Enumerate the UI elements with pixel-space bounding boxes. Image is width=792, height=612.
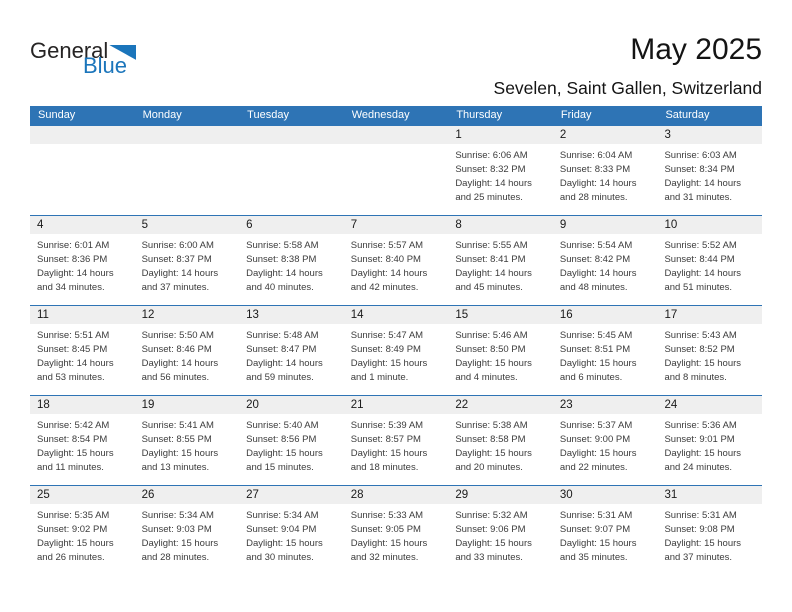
calendar-day-cell xyxy=(135,486,240,575)
daylight-text-line1: Daylight: 14 hours xyxy=(350,268,428,279)
cell-body xyxy=(553,324,658,385)
week-row xyxy=(30,395,762,485)
page-title: May 2025 xyxy=(630,33,762,66)
daylight-text-line2: and 6 minutes. xyxy=(559,372,623,383)
calendar-day-cell xyxy=(30,216,135,305)
sunrise-text: Sunrise: 5:52 AM xyxy=(664,240,737,251)
day-number: 15 xyxy=(455,309,469,321)
day-number: 23 xyxy=(559,399,573,411)
daylight-text-line1: Daylight: 15 hours xyxy=(559,448,637,459)
daylight-text-line2: and 40 minutes. xyxy=(246,282,314,293)
calendar-day-cell xyxy=(657,396,762,485)
day-number: 1 xyxy=(455,129,462,141)
daylight-text-line2: and 37 minutes. xyxy=(141,282,210,293)
sunrise-text: Sunrise: 5:50 AM xyxy=(141,330,214,341)
cell-body xyxy=(239,504,344,565)
daylight-text-line2: and 34 minutes. xyxy=(37,282,105,293)
cell-body xyxy=(657,324,762,385)
day-number-band xyxy=(30,216,135,234)
daylight-text-line2: and 48 minutes. xyxy=(559,282,628,293)
day-number: 29 xyxy=(455,489,469,501)
day-number: 20 xyxy=(246,399,259,411)
sunset-text: Sunset: 9:07 PM xyxy=(559,524,631,535)
day-number-band xyxy=(239,126,344,144)
day-number-band xyxy=(448,486,553,504)
day-number-band xyxy=(30,396,135,414)
day-number-band xyxy=(448,396,553,414)
cell-body xyxy=(135,324,240,385)
calendar-day-cell xyxy=(448,486,553,575)
calendar-empty-cell xyxy=(135,126,240,215)
sunset-text: Sunset: 8:44 PM xyxy=(664,254,735,265)
day-number: 24 xyxy=(664,399,678,411)
daylight-text-line1: Daylight: 14 hours xyxy=(664,178,742,189)
calendar-day-cell xyxy=(239,216,344,305)
day-number-band xyxy=(553,216,658,234)
sunrise-text: Sunrise: 6:01 AM xyxy=(37,240,110,251)
day-number-band xyxy=(657,306,762,324)
day-number-band xyxy=(239,306,344,324)
day-number: 28 xyxy=(350,489,364,501)
day-number: 31 xyxy=(664,489,678,501)
sunset-text: Sunset: 8:51 PM xyxy=(559,344,631,355)
sunrise-text: Sunrise: 5:43 AM xyxy=(664,330,737,341)
cell-body xyxy=(30,504,135,565)
daylight-text-line2: and 28 minutes. xyxy=(559,192,628,203)
sunrise-text: Sunrise: 5:41 AM xyxy=(141,420,214,431)
day-number-band xyxy=(344,126,449,144)
cell-body xyxy=(448,324,553,385)
calendar-day-cell xyxy=(448,396,553,485)
sunset-text: Sunset: 8:45 PM xyxy=(37,344,108,355)
sunrise-text: Sunrise: 5:32 AM xyxy=(455,510,528,521)
daylight-text-line2: and 18 minutes. xyxy=(350,462,419,473)
calendar-day-cell xyxy=(135,306,240,395)
sunset-text: Sunset: 9:03 PM xyxy=(141,524,212,535)
day-number-band xyxy=(448,126,553,144)
daylight-text-line2: and 25 minutes. xyxy=(455,192,523,203)
daylight-text-line2: and 11 minutes. xyxy=(37,462,104,473)
day-number: 18 xyxy=(37,399,50,411)
sunrise-text: Sunrise: 5:45 AM xyxy=(559,330,633,341)
daylight-text-line2: and 13 minutes. xyxy=(141,462,210,473)
day-number: 14 xyxy=(350,309,364,321)
weekday-header-cell: Monday xyxy=(142,109,182,121)
cell-body xyxy=(239,414,344,475)
daylight-text-line1: Daylight: 15 hours xyxy=(664,358,742,369)
calendar-empty-cell xyxy=(344,126,449,215)
cell-body xyxy=(448,504,553,565)
calendar-day-cell xyxy=(135,216,240,305)
daylight-text-line2: and 22 minutes. xyxy=(559,462,628,473)
day-number-band xyxy=(135,306,240,324)
day-number-band xyxy=(553,126,658,144)
daylight-text-line2: and 1 minute. xyxy=(350,372,409,383)
daylight-text-line1: Daylight: 15 hours xyxy=(141,448,219,459)
day-number-band xyxy=(553,306,658,324)
daylight-text-line1: Daylight: 15 hours xyxy=(559,358,637,369)
day-number: 11 xyxy=(37,309,49,321)
cell-body xyxy=(448,144,553,205)
daylight-text-line2: and 45 minutes. xyxy=(455,282,523,293)
weekday-header-cell: Tuesday xyxy=(247,109,289,121)
cell-body xyxy=(657,504,762,565)
daylight-text-line1: Daylight: 14 hours xyxy=(141,268,219,279)
day-number: 6 xyxy=(246,219,253,231)
daylight-text-line1: Daylight: 14 hours xyxy=(37,358,114,369)
day-number-band xyxy=(553,486,658,504)
calendar-day-cell xyxy=(553,486,658,575)
cell-body xyxy=(135,234,240,295)
calendar-day-cell xyxy=(344,486,449,575)
daylight-text-line1: Daylight: 15 hours xyxy=(37,538,114,549)
cell-body xyxy=(344,234,449,295)
day-number-band xyxy=(448,306,553,324)
weekday-header-cell: Thursday xyxy=(456,109,503,121)
week-row xyxy=(30,125,762,215)
daylight-text-line1: Daylight: 15 hours xyxy=(141,538,219,549)
daylight-text-line2: and 42 minutes. xyxy=(350,282,419,293)
daylight-text-line2: and 20 minutes. xyxy=(455,462,523,473)
cell-body xyxy=(344,504,449,565)
daylight-text-line1: Daylight: 14 hours xyxy=(246,268,323,279)
day-number-band xyxy=(30,306,135,324)
day-number: 19 xyxy=(141,399,155,411)
calendar-day-cell xyxy=(657,486,762,575)
weekday-header-cell: Saturday xyxy=(665,109,710,121)
daylight-text-line1: Daylight: 15 hours xyxy=(246,538,323,549)
day-number-band xyxy=(553,396,658,414)
daylight-text-line1: Daylight: 15 hours xyxy=(559,538,637,549)
sunset-text: Sunset: 8:37 PM xyxy=(141,254,212,265)
sunset-text: Sunset: 8:34 PM xyxy=(664,164,735,175)
calendar-day-cell xyxy=(448,306,553,395)
day-number: 22 xyxy=(455,399,469,411)
daylight-text-line1: Daylight: 15 hours xyxy=(455,448,532,459)
calendar-day-cell xyxy=(657,306,762,395)
calendar-day-cell xyxy=(448,126,553,215)
cell-body xyxy=(657,414,762,475)
sunset-text: Sunset: 8:58 PM xyxy=(455,434,526,445)
day-number-band xyxy=(239,216,344,234)
daylight-text-line2: and 53 minutes. xyxy=(37,372,105,383)
daylight-text-line2: and 31 minutes. xyxy=(664,192,733,203)
sunset-text: Sunset: 8:49 PM xyxy=(350,344,421,355)
day-number: 21 xyxy=(350,399,364,411)
day-number: 9 xyxy=(559,219,567,231)
calendar-day-cell xyxy=(30,396,135,485)
day-number-band xyxy=(344,216,449,234)
weekday-header-cell: Friday xyxy=(560,109,592,121)
logo-text-general: General xyxy=(30,38,109,63)
sunset-text: Sunset: 9:08 PM xyxy=(664,524,735,535)
day-number: 7 xyxy=(350,219,358,231)
sunset-text: Sunset: 8:55 PM xyxy=(141,434,212,445)
sunrise-text: Sunrise: 5:51 AM xyxy=(37,330,110,341)
daylight-text-line2: and 56 minutes. xyxy=(141,372,210,383)
daylight-text-line1: Daylight: 14 hours xyxy=(455,178,532,189)
sunrise-text: Sunrise: 5:47 AM xyxy=(350,330,424,341)
cell-body xyxy=(657,234,762,295)
calendar-day-cell xyxy=(239,396,344,485)
cell-body xyxy=(553,234,658,295)
day-number: 4 xyxy=(37,219,44,231)
daylight-text-line1: Daylight: 15 hours xyxy=(350,358,428,369)
daylight-text-line1: Daylight: 15 hours xyxy=(350,448,428,459)
sunrise-text: Sunrise: 5:58 AM xyxy=(246,240,319,251)
sunrise-text: Sunrise: 5:37 AM xyxy=(559,420,633,431)
daylight-text-line2: and 51 minutes. xyxy=(664,282,733,293)
sunset-text: Sunset: 8:36 PM xyxy=(37,254,108,265)
sunset-text: Sunset: 9:02 PM xyxy=(37,524,108,535)
daylight-text-line1: Daylight: 14 hours xyxy=(246,358,323,369)
day-number-band xyxy=(135,486,240,504)
day-number-band xyxy=(657,216,762,234)
sunrise-text: Sunrise: 5:31 AM xyxy=(559,510,633,521)
daylight-text-line2: and 30 minutes. xyxy=(246,552,314,563)
day-number-band xyxy=(657,126,762,144)
week-row xyxy=(30,305,762,395)
daylight-text-line1: Daylight: 14 hours xyxy=(37,268,114,279)
daylight-text-line2: and 59 minutes. xyxy=(246,372,314,383)
calendar-empty-cell xyxy=(30,126,135,215)
calendar-day-cell xyxy=(239,486,344,575)
calendar-day-cell xyxy=(553,126,658,215)
daylight-text-line2: and 33 minutes. xyxy=(455,552,523,563)
sunset-text: Sunset: 8:40 PM xyxy=(350,254,421,265)
weekday-header-row xyxy=(30,106,762,125)
calendar-day-cell xyxy=(553,396,658,485)
day-number-band xyxy=(344,486,449,504)
daylight-text-line1: Daylight: 14 hours xyxy=(559,178,637,189)
sunrise-text: Sunrise: 5:33 AM xyxy=(350,510,424,521)
calendar-weeks xyxy=(30,125,762,575)
sunrise-text: Sunrise: 5:34 AM xyxy=(141,510,214,521)
calendar-empty-cell xyxy=(239,126,344,215)
sunrise-text: Sunrise: 6:03 AM xyxy=(664,150,737,161)
cell-body xyxy=(657,144,762,205)
calendar-day-cell xyxy=(135,396,240,485)
sunset-text: Sunset: 8:52 PM xyxy=(664,344,735,355)
cell-body xyxy=(135,504,240,565)
daylight-text-line2: and 15 minutes. xyxy=(246,462,314,473)
logo-text-blue: Blue xyxy=(83,53,128,78)
sunset-text: Sunset: 9:04 PM xyxy=(246,524,317,535)
cell-body xyxy=(30,234,135,295)
daylight-text-line1: Daylight: 14 hours xyxy=(455,268,532,279)
daylight-text-line1: Daylight: 15 hours xyxy=(664,538,742,549)
sunrise-text: Sunrise: 5:54 AM xyxy=(559,240,633,251)
day-number-band xyxy=(657,486,762,504)
sunset-text: Sunset: 8:46 PM xyxy=(141,344,212,355)
sunrise-text: Sunrise: 5:39 AM xyxy=(350,420,424,431)
sunset-text: Sunset: 9:00 PM xyxy=(559,434,631,445)
sunset-text: Sunset: 8:38 PM xyxy=(246,254,317,265)
cell-body xyxy=(344,324,449,385)
calendar-day-cell xyxy=(344,306,449,395)
daylight-text-line1: Daylight: 15 hours xyxy=(246,448,323,459)
day-number: 12 xyxy=(141,309,155,321)
day-number-band xyxy=(239,396,344,414)
day-number-band xyxy=(135,126,240,144)
day-number: 30 xyxy=(559,489,573,501)
sunset-text: Sunset: 8:50 PM xyxy=(455,344,526,355)
daylight-text-line2: and 32 minutes. xyxy=(350,552,419,563)
day-number: 26 xyxy=(141,489,155,501)
sunrise-text: Sunrise: 5:40 AM xyxy=(246,420,319,431)
day-number: 8 xyxy=(455,219,462,231)
sunset-text: Sunset: 8:42 PM xyxy=(559,254,631,265)
daylight-text-line1: Daylight: 14 hours xyxy=(664,268,742,279)
sunrise-text: Sunrise: 5:36 AM xyxy=(664,420,737,431)
week-row xyxy=(30,485,762,575)
day-number-band xyxy=(30,126,135,144)
sunset-text: Sunset: 8:47 PM xyxy=(246,344,317,355)
day-number: 27 xyxy=(246,489,259,501)
sunset-text: Sunset: 8:33 PM xyxy=(559,164,631,175)
day-number-band xyxy=(448,216,553,234)
calendar-day-cell xyxy=(344,216,449,305)
weekday-header-cell: Wednesday xyxy=(351,109,410,121)
cell-body xyxy=(553,414,658,475)
location-subtitle: Sevelen, Saint Gallen, Switzerland xyxy=(493,78,762,98)
calendar-day-cell xyxy=(657,126,762,215)
sunset-text: Sunset: 8:41 PM xyxy=(455,254,526,265)
calendar-day-cell xyxy=(553,306,658,395)
cell-body xyxy=(135,414,240,475)
month-calendar xyxy=(30,106,762,575)
day-number: 5 xyxy=(141,219,148,231)
day-number-band xyxy=(135,396,240,414)
cell-body xyxy=(448,414,553,475)
calendar-day-cell xyxy=(239,306,344,395)
sunrise-text: Sunrise: 6:04 AM xyxy=(559,150,633,161)
sunset-text: Sunset: 9:05 PM xyxy=(350,524,421,535)
cell-body xyxy=(553,144,658,205)
calendar-day-cell xyxy=(553,216,658,305)
cell-body xyxy=(30,414,135,475)
cell-body xyxy=(239,234,344,295)
sunset-text: Sunset: 8:56 PM xyxy=(246,434,317,445)
sunrise-text: Sunrise: 5:48 AM xyxy=(246,330,319,341)
daylight-text-line2: and 26 minutes. xyxy=(37,552,105,563)
sunset-text: Sunset: 9:01 PM xyxy=(664,434,735,445)
cell-body xyxy=(30,324,135,385)
daylight-text-line1: Daylight: 15 hours xyxy=(455,538,532,549)
day-number: 2 xyxy=(559,129,567,141)
day-number-band xyxy=(344,306,449,324)
daylight-text-line2: and 35 minutes. xyxy=(559,552,628,563)
sunrise-text: Sunrise: 5:38 AM xyxy=(455,420,528,431)
sunrise-text: Sunrise: 5:34 AM xyxy=(246,510,319,521)
day-number: 10 xyxy=(664,219,678,231)
sunrise-text: Sunrise: 6:00 AM xyxy=(141,240,214,251)
cell-body xyxy=(553,504,658,565)
daylight-text-line1: Daylight: 14 hours xyxy=(559,268,637,279)
daylight-text-line2: and 8 minutes. xyxy=(664,372,727,383)
day-number-band xyxy=(135,216,240,234)
daylight-text-line1: Daylight: 15 hours xyxy=(350,538,428,549)
sunrise-text: Sunrise: 5:57 AM xyxy=(350,240,424,251)
day-number: 25 xyxy=(37,489,50,501)
sunrise-text: Sunrise: 5:46 AM xyxy=(455,330,528,341)
sunset-text: Sunset: 8:54 PM xyxy=(37,434,108,445)
cell-body xyxy=(344,414,449,475)
sunset-text: Sunset: 8:57 PM xyxy=(350,434,421,445)
daylight-text-line2: and 28 minutes. xyxy=(141,552,210,563)
sunrise-text: Sunrise: 5:31 AM xyxy=(664,510,737,521)
day-number-band xyxy=(657,396,762,414)
sunrise-text: Sunrise: 5:35 AM xyxy=(37,510,110,521)
day-number: 3 xyxy=(664,129,671,141)
day-number: 17 xyxy=(664,309,678,321)
cell-body xyxy=(448,234,553,295)
daylight-text-line2: and 37 minutes. xyxy=(664,552,733,563)
general-blue-logo xyxy=(30,40,136,77)
sunset-text: Sunset: 9:06 PM xyxy=(455,524,526,535)
cell-body xyxy=(239,324,344,385)
calendar-day-cell xyxy=(448,216,553,305)
daylight-text-line2: and 4 minutes. xyxy=(455,372,518,383)
weekday-header-cell: Sunday xyxy=(38,109,76,121)
week-row xyxy=(30,215,762,305)
sunset-text: Sunset: 8:32 PM xyxy=(455,164,526,175)
day-number: 13 xyxy=(246,309,259,321)
day-number: 16 xyxy=(559,309,573,321)
calendar-day-cell xyxy=(657,216,762,305)
daylight-text-line1: Daylight: 15 hours xyxy=(37,448,114,459)
daylight-text-line1: Daylight: 15 hours xyxy=(664,448,742,459)
day-number-band xyxy=(344,396,449,414)
calendar-day-cell xyxy=(344,396,449,485)
daylight-text-line1: Daylight: 14 hours xyxy=(141,358,219,369)
sunrise-text: Sunrise: 5:42 AM xyxy=(37,420,110,431)
sunrise-text: Sunrise: 6:06 AM xyxy=(455,150,528,161)
daylight-text-line1: Daylight: 15 hours xyxy=(455,358,532,369)
calendar-day-cell xyxy=(30,306,135,395)
daylight-text-line2: and 24 minutes. xyxy=(664,462,733,473)
calendar-day-cell xyxy=(30,486,135,575)
day-number-band xyxy=(30,486,135,504)
sunrise-text: Sunrise: 5:55 AM xyxy=(455,240,528,251)
day-number-band xyxy=(239,486,344,504)
